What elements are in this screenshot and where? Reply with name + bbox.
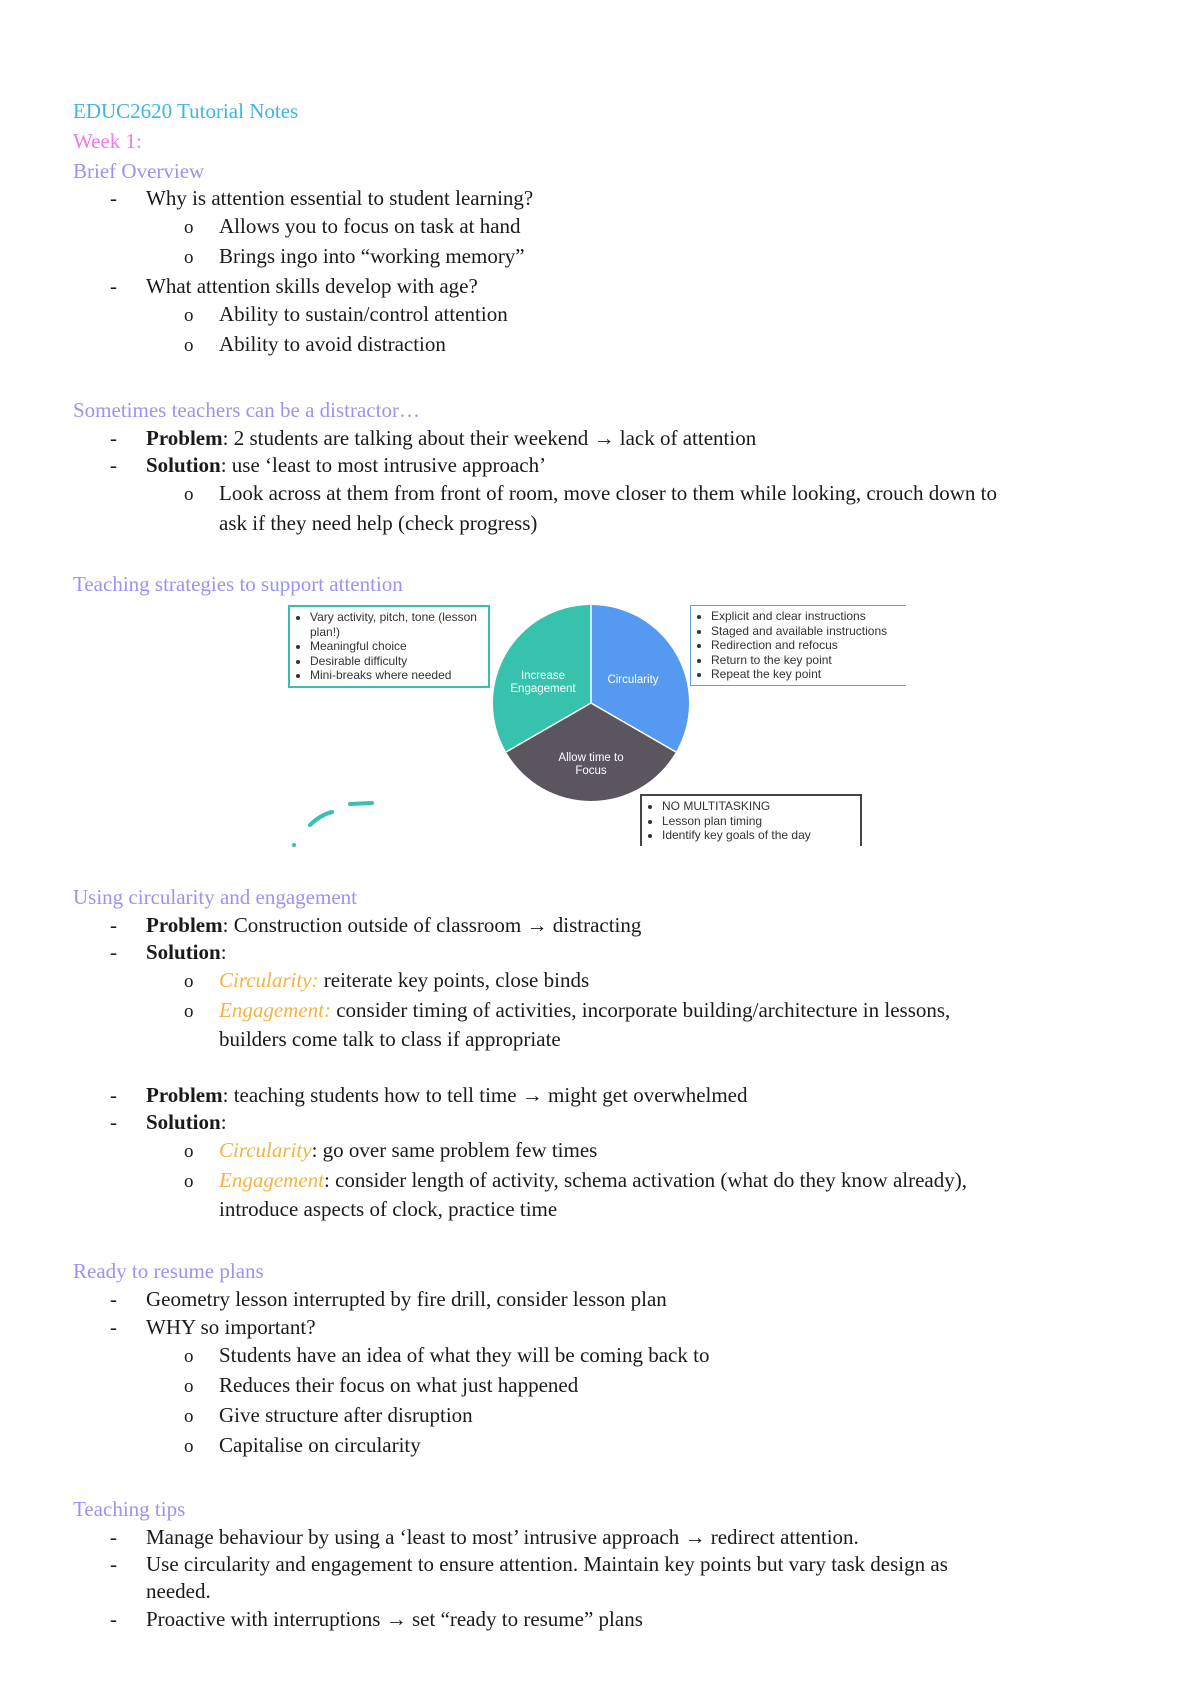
- bullet-circle: o: [184, 247, 194, 268]
- circularity-solution-2: [146, 1108, 227, 1136]
- decorative-arc-fragment: [280, 790, 400, 850]
- callout-item: • Lesson plan timing: [662, 814, 856, 829]
- bullet-circle: o: [184, 1436, 194, 1457]
- problem-label: Problem: [146, 1083, 223, 1107]
- doc-title: EDUC2620 Tutorial Notes: [73, 99, 299, 123]
- callout-item: • Meaningful choice: [310, 639, 484, 654]
- callout-item: • Vary activity, pitch, tone (lesson plan!): [310, 610, 484, 639]
- distractor-problem: [146, 424, 756, 452]
- attention-strategies-diagram: [280, 600, 920, 850]
- bullet-dash: -: [110, 1552, 117, 1576]
- bullet-dash: -: [110, 426, 117, 450]
- tip-3: Proactive with interruptions → set “ready to resume” plans: [146, 1607, 643, 1631]
- bullet-dash: -: [110, 453, 117, 477]
- solution-label: Solution: [146, 940, 221, 964]
- engagement-label: Engagement:: [219, 998, 331, 1022]
- resume-sub-3: Give structure after disruption: [219, 1403, 473, 1427]
- circularity-item-2: [219, 1136, 597, 1164]
- circularity-problem-2: [146, 1081, 748, 1109]
- solution-label: Solution: [146, 453, 221, 477]
- bullet-circle: o: [184, 1141, 194, 1162]
- bullet-dash: -: [110, 274, 117, 298]
- callout-item: • Identify key goals of the day: [662, 828, 856, 843]
- callout-item: • Staged and available instructions: [711, 624, 902, 639]
- engagement-text: : consider length of activity, schema activation (what do they know already),: [323, 1168, 967, 1192]
- resume-sub-2: Reduces their focus on what just happened: [219, 1373, 579, 1397]
- resume-sub-4: Capitalise on circularity: [219, 1433, 421, 1457]
- problem-label: Problem: [146, 426, 223, 450]
- callout-item: • Explicit and clear instructions: [711, 609, 902, 624]
- pie-label-engagement: Increase Engagement: [510, 670, 576, 695]
- callout-item: • NO MULTITASKING: [662, 799, 856, 814]
- bullet-dash: -: [110, 1083, 117, 1107]
- overview-q1a: Allows you to focus on task at hand: [219, 214, 521, 238]
- callout-item: • Return to the key point: [711, 653, 902, 668]
- overview-q2b: Ability to avoid distraction: [219, 332, 446, 356]
- distractor-detail-2: ask if they need help (check progress): [219, 511, 538, 535]
- bullet-dash: -: [110, 1315, 117, 1339]
- problem-label: Problem: [146, 913, 223, 937]
- tip-2-cont: needed.: [146, 1579, 211, 1603]
- callout-item: • Repeat the key point: [711, 667, 902, 682]
- engagement-text: consider timing of activities, incorporate building/architecture in lessons,: [330, 998, 951, 1022]
- engagement-item-1: [219, 996, 950, 1024]
- callout-item: • Mini-breaks where needed: [310, 668, 484, 683]
- bullet-circle: o: [184, 1406, 194, 1427]
- bullet-dash: -: [110, 940, 117, 964]
- section-heading-resume: Ready to resume plans: [73, 1259, 264, 1283]
- bullet-circle: o: [184, 1376, 194, 1397]
- problem-text: : 2 students are talking about their weekend → lack of attention: [222, 426, 757, 450]
- circularity-label: Circularity: [219, 1138, 312, 1162]
- bullet-dash: -: [110, 1110, 117, 1134]
- distractor-solution: [146, 451, 546, 479]
- circularity-text: : go over same problem few times: [311, 1138, 598, 1162]
- focus-callout: [640, 794, 862, 846]
- section-heading-circularity: Using circularity and engagement: [73, 885, 357, 909]
- bullet-dash: -: [110, 1525, 117, 1549]
- circularity-callout: [690, 605, 906, 686]
- circularity-problem-1: [146, 911, 641, 939]
- distractor-detail-1: Look across at them from front of room, move closer to them while looking, crouch down to: [219, 481, 997, 505]
- overview-q1: Why is attention essential to student learning?: [146, 186, 534, 210]
- pie-label-circularity: Circularity: [607, 674, 659, 686]
- solution-label: Solution: [146, 1110, 221, 1134]
- engagement-item-2: [219, 1166, 967, 1194]
- bullet-circle: o: [184, 1001, 194, 1022]
- resume-bullet-2: WHY so important?: [146, 1315, 316, 1339]
- tip-2: Use circularity and engagement to ensure attention. Maintain key points but vary task design as: [146, 1552, 948, 1576]
- circularity-label: Circularity:: [219, 968, 319, 992]
- engagement-callout: [288, 605, 490, 688]
- section-heading-strategies: Teaching strategies to support attention: [73, 572, 403, 596]
- week-heading: Week 1:: [73, 129, 142, 153]
- circularity-solution-1: [146, 938, 227, 966]
- resume-sub-1: Students have an idea of what they will be coming back to: [219, 1343, 710, 1367]
- overview-q2a: Ability to sustain/control attention: [219, 302, 508, 326]
- colon: :: [220, 940, 227, 964]
- solution-text: : use ‘least to most intrusive approach’: [220, 453, 547, 477]
- callout-item: • Redirection and refocus: [711, 638, 902, 653]
- overview-q2: What attention skills develop with age?: [146, 274, 478, 298]
- bullet-circle: o: [184, 1346, 194, 1367]
- circularity-text: reiterate key points, close binds: [318, 968, 590, 992]
- colon: :: [220, 1110, 227, 1134]
- tip-1: Manage behaviour by using a ‘least to most’ intrusive approach → redirect attention.: [146, 1525, 859, 1549]
- problem-text: : teaching students how to tell time → might get overwhelmed: [222, 1083, 748, 1107]
- overview-q1b: Brings ingo into “working memory”: [219, 244, 525, 268]
- resume-bullet-1: Geometry lesson interrupted by fire drill, consider lesson plan: [146, 1287, 667, 1311]
- bullet-dash: -: [110, 1287, 117, 1311]
- section-heading-tips: Teaching tips: [73, 1497, 186, 1521]
- bullet-circle: o: [184, 335, 194, 356]
- bullet-dash: -: [110, 1607, 117, 1631]
- bullet-circle: o: [184, 1171, 194, 1192]
- problem-text: : Construction outside of classroom → distracting: [222, 913, 642, 937]
- bullet-circle: o: [184, 217, 194, 238]
- bullet-circle: o: [184, 971, 194, 992]
- bullet-dash: -: [110, 186, 117, 210]
- bullet-circle: o: [184, 484, 194, 505]
- bullet-dash: -: [110, 913, 117, 937]
- engagement-item-1-cont: builders come talk to class if appropriate: [219, 1027, 561, 1051]
- engagement-label: Engagement: [219, 1168, 324, 1192]
- section-heading-overview: Brief Overview: [73, 159, 205, 183]
- engagement-item-2-cont: introduce aspects of clock, practice time: [219, 1197, 558, 1221]
- bullet-circle: o: [184, 305, 194, 326]
- section-heading-distractor: Sometimes teachers can be a distractor…: [73, 398, 420, 422]
- circularity-item-1: [219, 966, 589, 994]
- pie-label-focus: Allow time to Focus: [558, 752, 624, 777]
- callout-item: • Desirable difficulty: [310, 654, 484, 669]
